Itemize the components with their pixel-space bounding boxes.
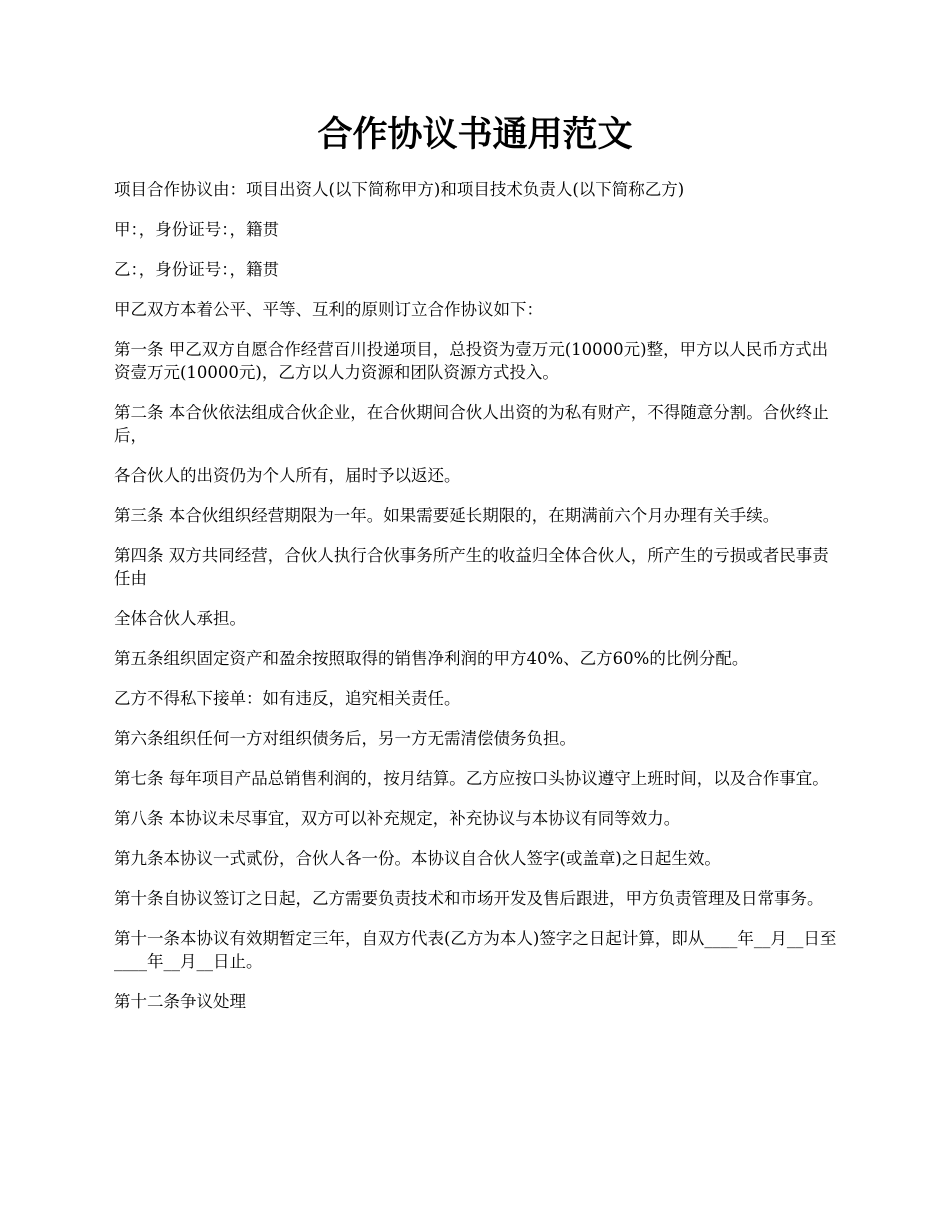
paragraph-article-4: 第四条 双方共同经营，合伙人执行合伙事务所产生的收益归全体合伙人，所产生的亏损或者民事责任由 <box>114 546 829 588</box>
paragraph-article-2: 第二条 本合伙依法组成合伙企业，在合伙期间合伙人出资的为私有财产，不得随意分割。合伙终止后， <box>114 403 829 445</box>
paragraph-article-5: 第五条组织固定资产和盈余按照取得的销售净利润的甲方40%、乙方60%的比例分配。 <box>114 649 749 668</box>
paragraph-intro: 项目合作协议由：项目出资人(以下简称甲方)和项目技术负责人(以下简称乙方) <box>114 180 685 199</box>
document-body <box>114 178 839 1030</box>
paragraph-article-7: 第七条 每年项目产品总销售利润的，按月结算。乙方应按口头协议遵守上班时间，以及合作事宜。 <box>114 769 829 788</box>
paragraph-article-2-cont: 各合伙人的出资仍为个人所有，届时予以返还。 <box>114 466 461 485</box>
paragraph-article-3: 第三条 本合伙组织经营期限为一年。如果需要延长期限的，在期满前六个月办理有关手续。 <box>114 506 780 525</box>
paragraph-article-9: 第九条本协议一式贰份，合伙人各一份。本协议自合伙人签字(或盖章)之日起生效。 <box>114 849 721 868</box>
paragraph-article-4-cont: 全体合伙人承担。 <box>114 609 246 628</box>
paragraph-article-1: 第一条 甲乙双方自愿合作经营百川投递项目，总投资为壹万元(10000元)整，甲方以人民币方式出资壹万元(10000元)，乙方以人力资源和团队资源方式投入。 <box>114 340 829 382</box>
paragraph-article-10: 第十条自协议签订之日起，乙方需要负责技术和市场开发及售后跟进，甲方负责管理及日常事务。 <box>114 889 824 908</box>
document-title: 合作协议书通用范文 <box>317 114 633 155</box>
paragraph-party-b: 乙：，身份证号：，籍贯 <box>114 260 279 279</box>
paragraph-article-5-note: 乙方不得私下接单：如有违反，追究相关责任。 <box>114 689 461 708</box>
paragraph-party-a: 甲：，身份证号：，籍贯 <box>114 220 279 239</box>
paragraph-article-11: 第十一条本协议有效期暂定三年，自双方代表(乙方为本人)签字之日起计算，即从____年__月__日至____年__月__日止。 <box>114 929 837 971</box>
paragraph-article-8: 第八条 本协议未尽事宜，双方可以补充规定，补充协议与本协议有同等效力。 <box>114 809 681 828</box>
paragraph-principle: 甲乙双方本着公平、平等、互利的原则订立合作协议如下： <box>114 300 543 319</box>
paragraph-article-12: 第十二条争议处理 <box>114 992 246 1011</box>
paragraph-article-6: 第六条组织任何一方对组织债务后，另一方无需清偿债务负担。 <box>114 729 576 748</box>
